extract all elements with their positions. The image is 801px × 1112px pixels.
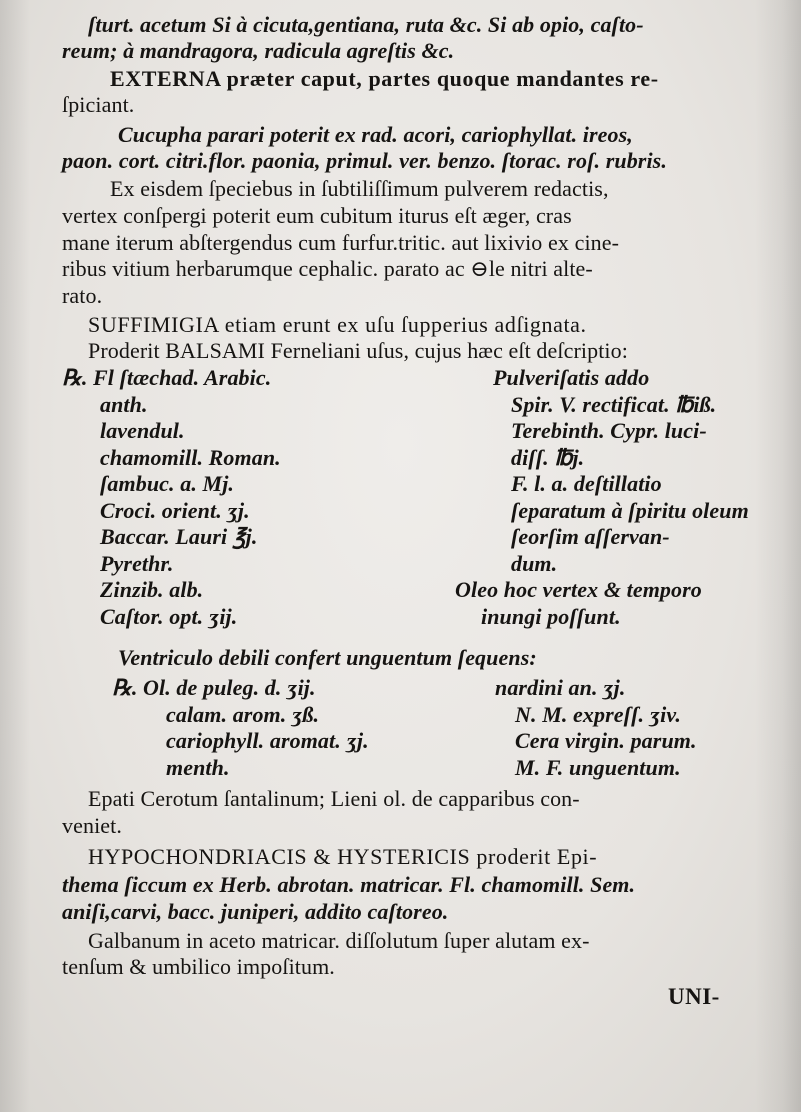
page-edge-shadow bbox=[755, 0, 801, 1112]
recipe-2-left-line: calam. arom. ʒß. bbox=[166, 701, 320, 727]
recipe-1-left-line: Caſtor. opt. ʒij. bbox=[100, 603, 238, 629]
recipe-1-right-line: Terebinth. Cypr. luci- bbox=[511, 418, 707, 443]
text-line-14 bbox=[118, 645, 537, 671]
text-line-4: ſpiciant. bbox=[62, 92, 135, 117]
text-line-16: veniet. bbox=[62, 813, 122, 838]
text-line-19: aniſi,carvi, bacc. juniperi, addito caſtoreo. bbox=[62, 899, 449, 924]
text-line-6: paon. cort. citri.flor. paonia, primul. ver. benzo. ſtorac. roſ. rubris. bbox=[62, 148, 667, 173]
text-line-13: Proderit BALSAMI Ferneliani uſus, cujus hæc eſt deſcriptio: bbox=[88, 338, 628, 363]
text-line-7: Ex eisdem ſpeciebus in ſubtiliſſimum pulverem redactis, bbox=[110, 176, 609, 201]
recipe-1-left-line: Zinzib. alb. bbox=[100, 577, 204, 602]
recipe-1-left-line: Baccar. Lauri ℥j. bbox=[100, 524, 258, 549]
recipe-2-right-line: N. M. expreſſ. ʒiv. bbox=[515, 701, 682, 727]
text-line-12: SUFFIMIGIA etiam erunt ex uſu ſupperius adſignata. bbox=[88, 312, 587, 337]
recipe-1-right-line: ſeorſim aſſervan- bbox=[511, 524, 670, 549]
recipe-1-right-column bbox=[455, 365, 749, 630]
recipe-1-left-line: Pyrethr. bbox=[100, 550, 174, 576]
recipe-1-left-line: lavendul. bbox=[100, 418, 185, 443]
recipe-2-right-line: M. F. unguentum. bbox=[515, 754, 681, 780]
recipe-1-left-line: chamomill. Roman. bbox=[100, 444, 281, 470]
text-line-1: ſturt. acetum Si à cicuta,gentiana, ruta &c. Si ab opio, caſto- bbox=[88, 12, 644, 37]
recipe-1-right-line: Pulveriſatis addo bbox=[493, 365, 650, 390]
text-line-9: mane iterum abſtergendus cum furfur.tritic. aut lixivio ex cine- bbox=[62, 230, 620, 255]
recipe-1-right-line: diſſ. ℔j. bbox=[511, 444, 585, 470]
recipe-1-left-line: ſambuc. a. Mj. bbox=[100, 471, 235, 496]
text-line-2: reum; à mandragora, radicula agreſtis &c. bbox=[62, 38, 455, 63]
recipe-1-right-line: dum. bbox=[511, 550, 558, 576]
recipe-2-right-column bbox=[455, 675, 697, 781]
catchword: UNI- bbox=[668, 984, 720, 1009]
recipe-2-right-line: nardini an. ʒj. bbox=[495, 675, 626, 700]
recipe-1-right-line: ſeparatum à ſpiritu oleum bbox=[511, 497, 749, 523]
recipe-2-left-line: menth. bbox=[166, 754, 230, 780]
recipe-2-left-column bbox=[62, 675, 369, 781]
text-line-14-content: Ventriculo debili confert unguentum ſequens: bbox=[118, 645, 537, 670]
text-line-18: thema ſiccum ex Herb. abrotan. matricar. Fl. chamomill. Sem. bbox=[62, 872, 636, 897]
recipe-1-right-line: Spir. V. rectificat. ℔iß. bbox=[511, 391, 717, 417]
recipe-2-left-line: cariophyll. aromat. ʒj. bbox=[166, 728, 369, 753]
page-gutter-shadow bbox=[0, 0, 30, 1112]
recipe-1-right-line: F. l. a. deſtillatio bbox=[511, 471, 662, 496]
text-line-8: vertex conſpergi poterit eum cubitum iturus eſt æger, cras bbox=[62, 203, 572, 228]
text-line-21: tenſum & umbilico impoſitum. bbox=[62, 954, 335, 979]
text-line-15: Epati Cerotum ſantalinum; Lieni ol. de capparibus con- bbox=[88, 786, 580, 811]
recipe-1-left-line: ℞. Fl ſtæchad. Arabic. bbox=[62, 365, 272, 390]
text-line-20: Galbanum in aceto matricar. diſſolutum ſuper alutam ex- bbox=[88, 928, 590, 953]
recipe-1-right-line: inungi poſſunt. bbox=[481, 603, 621, 629]
text-line-3: EXTERNA præter caput, partes quoque mandantes re- bbox=[110, 66, 659, 91]
recipe-1-right-line: Oleo hoc vertex & temporo bbox=[455, 577, 702, 602]
recipe-1-left-line: Croci. orient. ʒj. bbox=[100, 497, 250, 523]
recipe-2-right-line: Cera virgin. parum. bbox=[515, 728, 697, 753]
text-line-17: HYPOCHONDRIACIS & HYSTERICIS proderit Epi- bbox=[88, 844, 598, 869]
recipe-1-left-column bbox=[62, 365, 281, 630]
text-line-5: Cucupha parari poterit ex rad. acori, cariophyllat. ireos, bbox=[118, 122, 633, 147]
recipe-1-left-line: anth. bbox=[100, 391, 148, 417]
text-line-10: ribus vitium herbarumque cephalic. parato ac ⊖le nitri alte- bbox=[62, 256, 593, 281]
text-line-11: rato. bbox=[62, 283, 103, 308]
recipe-2-left-line: ℞. Ol. de puleg. d. ʒij. bbox=[112, 675, 316, 700]
